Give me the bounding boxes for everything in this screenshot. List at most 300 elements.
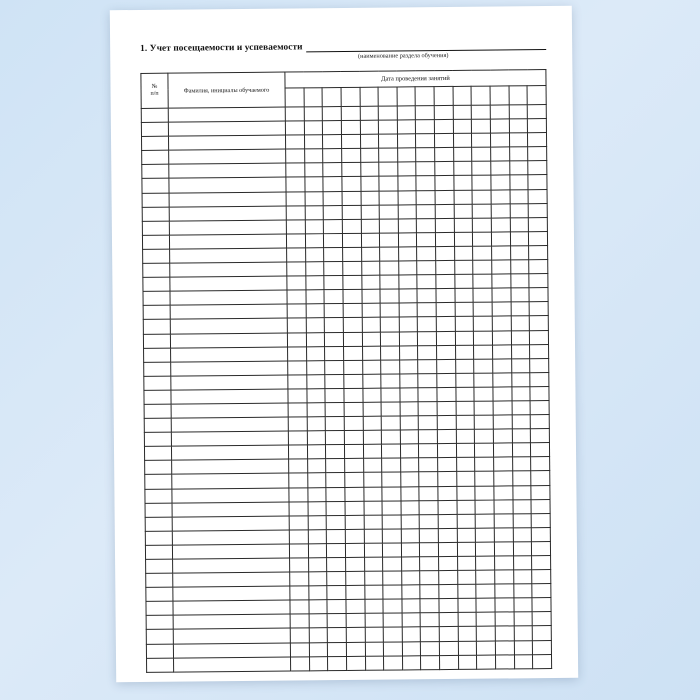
cell-date-mark	[305, 248, 324, 262]
cell-date-mark	[437, 373, 456, 387]
cell-date-mark	[288, 346, 307, 360]
cell-date-mark	[362, 332, 381, 346]
cell-date-mark	[343, 275, 362, 289]
cell-date-mark	[290, 572, 309, 586]
cell-date-mark	[379, 191, 398, 205]
cell-date-mark	[419, 444, 438, 458]
cell-name	[172, 544, 289, 559]
cell-date-mark	[439, 571, 458, 585]
cell-date-mark	[308, 558, 327, 572]
cell-number	[144, 362, 171, 376]
cell-date-mark	[511, 358, 530, 372]
cell-date-mark	[494, 457, 513, 471]
cell-number	[142, 193, 169, 207]
cell-date-mark	[309, 656, 328, 670]
cell-number	[143, 263, 170, 277]
cell-date-mark	[511, 372, 530, 386]
attendance-table	[140, 69, 552, 673]
cell-date-mark	[341, 106, 360, 120]
cell-date-mark	[509, 161, 528, 175]
cell-date-mark	[472, 190, 491, 204]
cell-date-mark	[362, 374, 381, 388]
cell-date-mark	[529, 217, 548, 231]
cell-number	[142, 150, 169, 164]
cell-date-mark	[344, 402, 363, 416]
cell-date-mark	[399, 359, 418, 373]
cell-number	[143, 291, 170, 305]
cell-date-mark	[473, 288, 492, 302]
cell-date-mark	[398, 247, 417, 261]
cell-date-mark	[344, 430, 363, 444]
cell-date-mark	[399, 275, 418, 289]
cell-date-mark	[400, 374, 419, 388]
cell-date-mark	[364, 543, 383, 557]
cell-date-mark	[398, 219, 417, 233]
cell-date-mark	[455, 274, 474, 288]
cell-date-mark	[360, 177, 379, 191]
cell-date-mark	[513, 556, 532, 570]
cell-date-mark	[399, 345, 418, 359]
cell-date-mark	[344, 388, 363, 402]
cell-date-mark	[421, 627, 440, 641]
cell-date-mark	[512, 443, 531, 457]
cell-date-mark	[346, 656, 365, 670]
cell-name	[171, 431, 288, 446]
cell-date-mark	[417, 190, 436, 204]
cell-number	[144, 432, 171, 446]
cell-date-mark	[326, 473, 345, 487]
cell-date-mark	[380, 261, 399, 275]
cell-date-mark	[326, 459, 345, 473]
cell-date-mark	[475, 486, 494, 500]
cell-date-mark	[363, 473, 382, 487]
cell-date-mark	[511, 330, 530, 344]
cell-date-mark	[495, 584, 514, 598]
cell-date-mark	[308, 544, 327, 558]
cell-date-mark	[512, 471, 531, 485]
cell-date-mark	[455, 345, 474, 359]
cell-date-mark	[304, 107, 323, 121]
cell-name	[169, 163, 286, 178]
cell-date-mark	[364, 571, 383, 585]
cell-date-mark	[474, 373, 493, 387]
cell-date-mark	[491, 218, 510, 232]
cell-date-mark	[435, 204, 454, 218]
cell-date-mark	[491, 147, 510, 161]
cell-date-mark	[365, 614, 384, 628]
cell-date-mark	[437, 401, 456, 415]
cell-date-mark	[533, 654, 552, 668]
cell-date-mark	[383, 585, 402, 599]
cell-date-mark	[457, 486, 476, 500]
cell-date-mark	[514, 612, 533, 626]
cell-date-mark	[510, 203, 529, 217]
cell-date-mark	[344, 416, 363, 430]
cell-date-mark	[474, 387, 493, 401]
cell-date-mark	[304, 163, 323, 177]
cell-date-mark	[456, 429, 475, 443]
date-subheader-cell	[416, 87, 435, 106]
cell-date-mark	[346, 586, 365, 600]
cell-date-mark	[493, 387, 512, 401]
cell-date-mark	[361, 247, 380, 261]
cell-date-mark	[362, 303, 381, 317]
cell-date-mark	[379, 205, 398, 219]
cell-date-mark	[309, 628, 328, 642]
cell-date-mark	[364, 515, 383, 529]
cell-date-mark	[323, 205, 342, 219]
cell-date-mark	[513, 584, 532, 598]
cell-date-mark	[379, 162, 398, 176]
cell-date-mark	[490, 119, 509, 133]
cell-date-mark	[492, 274, 511, 288]
cell-date-mark	[346, 571, 365, 585]
cell-date-mark	[290, 628, 309, 642]
cell-number	[145, 517, 172, 531]
cell-date-mark	[435, 176, 454, 190]
cell-name	[169, 220, 286, 235]
cell-date-mark	[401, 543, 420, 557]
cell-number	[142, 136, 169, 150]
cell-date-mark	[455, 331, 474, 345]
cell-number	[145, 503, 172, 517]
cell-number	[146, 559, 173, 573]
cell-name	[173, 558, 290, 573]
cell-date-mark	[287, 290, 306, 304]
cell-date-mark	[491, 133, 510, 147]
cell-date-mark	[342, 219, 361, 233]
date-subheader-cell	[453, 86, 472, 105]
cell-date-mark	[289, 473, 308, 487]
cell-date-mark	[473, 260, 492, 274]
cell-date-mark	[285, 107, 304, 121]
cell-date-mark	[419, 458, 438, 472]
cell-date-mark	[327, 557, 346, 571]
cell-date-mark	[454, 260, 473, 274]
cell-date-mark	[345, 543, 364, 557]
cell-date-mark	[436, 289, 455, 303]
cell-date-mark	[512, 429, 531, 443]
cell-date-mark	[381, 374, 400, 388]
cell-date-mark	[454, 246, 473, 260]
cell-date-mark	[437, 415, 456, 429]
cell-date-mark	[491, 175, 510, 189]
cell-name	[173, 643, 290, 658]
cell-date-mark	[491, 161, 510, 175]
cell-date-mark	[346, 642, 365, 656]
cell-date-mark	[530, 316, 549, 330]
cell-date-mark	[456, 401, 475, 415]
cell-date-mark	[383, 613, 402, 627]
cell-date-mark	[364, 585, 383, 599]
cell-date-mark	[325, 388, 344, 402]
cell-date-mark	[400, 458, 419, 472]
cell-date-mark	[457, 514, 476, 528]
cell-date-mark	[344, 445, 363, 459]
cell-date-mark	[416, 176, 435, 190]
cell-date-mark	[493, 344, 512, 358]
cell-date-mark	[528, 175, 547, 189]
cell-date-mark	[397, 106, 416, 120]
cell-number	[146, 630, 173, 644]
cell-date-mark	[510, 217, 529, 231]
cell-date-mark	[345, 529, 364, 543]
cell-number	[141, 122, 168, 136]
cell-name	[170, 262, 287, 277]
cell-date-mark	[454, 190, 473, 204]
cell-date-mark	[476, 514, 495, 528]
cell-date-mark	[307, 417, 326, 431]
cell-date-mark	[458, 613, 477, 627]
cell-date-mark	[438, 500, 457, 514]
cell-date-mark	[436, 246, 455, 260]
cell-date-mark	[325, 402, 344, 416]
cell-date-mark	[529, 288, 548, 302]
cell-date-mark	[457, 528, 476, 542]
cell-date-mark	[342, 233, 361, 247]
cell-date-mark	[416, 162, 435, 176]
cell-number	[141, 108, 168, 122]
cell-date-mark	[438, 458, 457, 472]
cell-date-mark	[418, 345, 437, 359]
cell-date-mark	[528, 161, 547, 175]
cell-date-mark	[382, 501, 401, 515]
cell-date-mark	[326, 501, 345, 515]
cell-date-mark	[439, 585, 458, 599]
date-subheader-cell	[471, 86, 490, 105]
cell-name	[173, 614, 290, 629]
cell-date-mark	[400, 402, 419, 416]
cell-date-mark	[530, 401, 549, 415]
cell-date-mark	[382, 458, 401, 472]
cell-date-mark	[379, 148, 398, 162]
cell-name	[171, 361, 288, 376]
cell-number	[142, 165, 169, 179]
cell-date-mark	[453, 119, 472, 133]
cell-number	[142, 207, 169, 221]
cell-date-mark	[304, 149, 323, 163]
cell-date-mark	[306, 318, 325, 332]
column-header-number-line1: №	[151, 83, 158, 90]
cell-date-mark	[328, 628, 347, 642]
cell-date-mark	[475, 500, 494, 514]
cell-date-mark	[401, 486, 420, 500]
cell-date-mark	[494, 514, 513, 528]
cell-date-mark	[365, 628, 384, 642]
cell-date-mark	[510, 246, 529, 260]
cell-date-mark	[474, 345, 493, 359]
date-subheader-cell	[341, 87, 360, 106]
date-subheader-cell	[285, 88, 304, 107]
cell-date-mark	[323, 107, 342, 121]
cell-name	[172, 488, 289, 503]
cell-date-mark	[307, 389, 326, 403]
cell-date-mark	[344, 360, 363, 374]
cell-date-mark	[383, 627, 402, 641]
cell-date-mark	[308, 501, 327, 515]
cell-date-mark	[512, 457, 531, 471]
cell-date-mark	[476, 612, 495, 626]
cell-date-mark	[434, 105, 453, 119]
cell-date-mark	[476, 598, 495, 612]
cell-date-mark	[307, 403, 326, 417]
cell-name	[171, 347, 288, 362]
cell-date-mark	[420, 557, 439, 571]
cell-date-mark	[401, 500, 420, 514]
cell-date-mark	[532, 556, 551, 570]
cell-date-mark	[290, 614, 309, 628]
cell-date-mark	[289, 530, 308, 544]
cell-number	[145, 475, 172, 489]
cell-name	[171, 375, 288, 390]
cell-date-mark	[454, 204, 473, 218]
cell-date-mark	[364, 557, 383, 571]
cell-date-mark	[475, 457, 494, 471]
cell-date-mark	[417, 275, 436, 289]
cell-date-mark	[491, 189, 510, 203]
cell-date-mark	[400, 388, 419, 402]
cell-date-mark	[363, 444, 382, 458]
cell-date-mark	[380, 247, 399, 261]
cell-date-mark	[472, 133, 491, 147]
cell-date-mark	[418, 303, 437, 317]
cell-date-mark	[342, 163, 361, 177]
cell-date-mark	[421, 613, 440, 627]
cell-date-mark	[365, 642, 384, 656]
cell-date-mark	[342, 149, 361, 163]
cell-date-mark	[402, 613, 421, 627]
cell-date-mark	[457, 500, 476, 514]
cell-date-mark	[439, 641, 458, 655]
cell-number	[145, 489, 172, 503]
cell-date-mark	[439, 542, 458, 556]
cell-number	[142, 221, 169, 235]
cell-date-mark	[325, 374, 344, 388]
cell-date-mark	[325, 332, 344, 346]
date-subheader-cell	[509, 86, 528, 105]
cell-date-mark	[528, 147, 547, 161]
table-header	[141, 70, 546, 109]
cell-date-mark	[494, 500, 513, 514]
cell-number	[145, 461, 172, 475]
cell-date-mark	[476, 556, 495, 570]
cell-date-mark	[342, 191, 361, 205]
cell-date-mark	[416, 120, 435, 134]
cell-date-mark	[397, 148, 416, 162]
cell-date-mark	[474, 401, 493, 415]
cell-name	[173, 572, 290, 587]
cell-date-mark	[327, 572, 346, 586]
cell-date-mark	[381, 346, 400, 360]
cell-date-mark	[473, 218, 492, 232]
cell-date-mark	[492, 316, 511, 330]
cell-date-mark	[419, 486, 438, 500]
cell-date-mark	[513, 542, 532, 556]
cell-number	[146, 601, 173, 615]
cell-date-mark	[384, 656, 403, 670]
cell-date-mark	[472, 147, 491, 161]
cell-number	[146, 573, 173, 587]
cell-date-mark	[456, 415, 475, 429]
cell-date-mark	[456, 472, 475, 486]
cell-number	[143, 320, 170, 334]
cell-name	[172, 516, 289, 531]
cell-date-mark	[305, 276, 324, 290]
cell-date-mark	[323, 121, 342, 135]
document-content	[140, 40, 552, 664]
cell-date-mark	[324, 233, 343, 247]
cell-date-mark	[513, 513, 532, 527]
cell-date-mark	[327, 529, 346, 543]
cell-date-mark	[494, 542, 513, 556]
cell-date-mark	[513, 499, 532, 513]
cell-date-mark	[529, 260, 548, 274]
cell-date-mark	[454, 162, 473, 176]
cell-number	[145, 545, 172, 559]
cell-number	[143, 249, 170, 263]
cell-date-mark	[363, 487, 382, 501]
cell-date-mark	[494, 443, 513, 457]
cell-number	[144, 446, 171, 460]
cell-name	[171, 389, 288, 404]
cell-date-mark	[454, 232, 473, 246]
cell-date-mark	[439, 556, 458, 570]
cell-date-mark	[306, 332, 325, 346]
cell-date-mark	[436, 260, 455, 274]
cell-date-mark	[494, 471, 513, 485]
cell-number	[145, 531, 172, 545]
cell-date-mark	[512, 401, 531, 415]
cell-date-mark	[286, 191, 305, 205]
cell-date-mark	[304, 135, 323, 149]
cell-name	[168, 107, 285, 122]
cell-date-mark	[437, 430, 456, 444]
cell-date-mark	[435, 148, 454, 162]
cell-date-mark	[532, 527, 551, 541]
cell-date-mark	[495, 556, 514, 570]
cell-date-mark	[399, 317, 418, 331]
cell-date-mark	[530, 358, 549, 372]
cell-date-mark	[531, 415, 550, 429]
cell-date-mark	[476, 584, 495, 598]
cell-date-mark	[324, 304, 343, 318]
cell-date-mark	[438, 444, 457, 458]
cell-date-mark	[360, 134, 379, 148]
cell-name	[170, 333, 287, 348]
cell-date-mark	[365, 656, 384, 670]
cell-number	[144, 376, 171, 390]
cell-date-mark	[436, 275, 455, 289]
cell-date-mark	[529, 245, 548, 259]
cell-date-mark	[380, 289, 399, 303]
cell-date-mark	[417, 261, 436, 275]
cell-date-mark	[455, 359, 474, 373]
cell-date-mark	[308, 515, 327, 529]
cell-date-mark	[363, 402, 382, 416]
cell-date-mark	[493, 373, 512, 387]
cell-date-mark	[307, 459, 326, 473]
cell-date-mark	[326, 487, 345, 501]
cell-date-mark	[360, 163, 379, 177]
cell-date-mark	[401, 515, 420, 529]
cell-date-mark	[361, 233, 380, 247]
cell-date-mark	[472, 161, 491, 175]
cell-name	[172, 530, 289, 545]
cell-date-mark	[364, 501, 383, 515]
cell-date-mark	[398, 190, 417, 204]
cell-date-mark	[435, 218, 454, 232]
cell-date-mark	[434, 120, 453, 134]
